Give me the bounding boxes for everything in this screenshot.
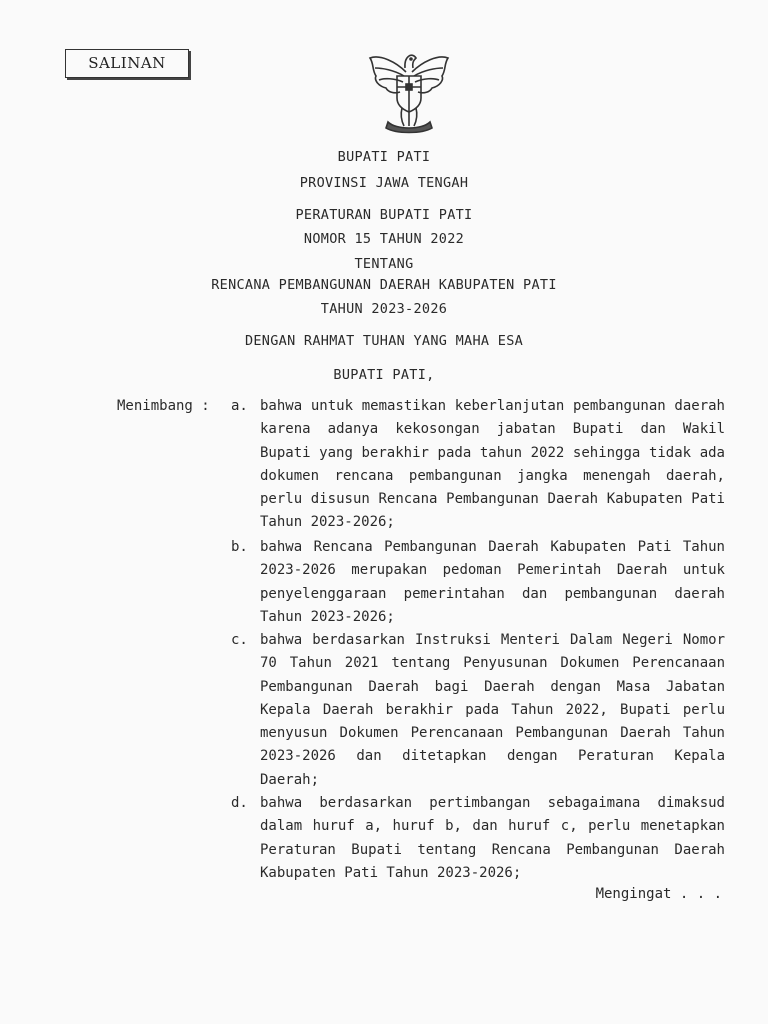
- header-years: TAHUN 2023-2026: [320, 301, 448, 317]
- header-regent: BUPATI PATI: [337, 149, 431, 165]
- item-letter-c: c.: [231, 632, 248, 648]
- garuda-emblem-icon: [366, 42, 452, 134]
- consideration-d: bahwa berdasarkan pertimbangan sebagaimana dimaksud dalam huruf a, huruf b, dan huruf c, perlu menetapkan Peraturan Bupati tentang Rencana Pembangunan Daerah Kabupaten Pati Tahun 2023-2026;: [260, 795, 725, 881]
- header-subject: RENCANA PEMBANGUNAN DAERAH KABUPATEN PATI: [211, 277, 557, 293]
- next-page-catchword: Mengingat . . .: [595, 886, 722, 902]
- header-invocation: DENGAN RAHMAT TUHAN YANG MAHA ESA: [244, 333, 524, 349]
- item-letter-d: d.: [231, 795, 248, 811]
- consideration-a: bahwa untuk memastikan keberlanjutan pembangunan daerah karena adanya kekosongan jabatan Bupati dan Wakil Bupati yang berakhir pada tahun 2022 sehingga tidak ada dokumen rencana pembangunan jangka menengah daerah, perlu disusun Rencana Pembangunan Daerah Kabupaten Pati Tahun 2023-2026;: [260, 398, 725, 531]
- header-province: PROVINSI JAWA TENGAH: [299, 175, 469, 191]
- salinan-stamp: SALINAN: [65, 49, 189, 78]
- header-regent-comma: BUPATI PATI,: [333, 367, 435, 383]
- menimbang-label: Menimbang :: [117, 398, 210, 414]
- consideration-c: bahwa berdasarkan Instruksi Menteri Dalam Negeri Nomor 70 Tahun 2021 tentang Penyusunan Dokumen Perencanaan Pembangunan Daerah bagi Daerah dengan Masa Jabatan Kepala Daerah berakhir pada Tahun 2022, Bupati perlu menyusun Dokumen Perencanaan Pembangunan Daerah Tahun 2023-2026 dan ditetapkan dengan Peraturan Kepala Daerah;: [260, 632, 725, 788]
- header-about: TENTANG: [354, 256, 414, 272]
- header-number: NOMOR 15 TAHUN 2022: [303, 231, 465, 247]
- item-letter-b: b.: [231, 539, 248, 555]
- item-letter-a: a.: [231, 398, 248, 414]
- consideration-b: bahwa Rencana Pembangunan Daerah Kabupaten Pati Tahun 2023-2026 merupakan pedoman Pemerintah Daerah untuk penyelenggaraan pemerintahan dan pembangunan daerah Tahun 2023-2026;: [260, 539, 725, 625]
- header-regulation: PERATURAN BUPATI PATI: [295, 207, 473, 223]
